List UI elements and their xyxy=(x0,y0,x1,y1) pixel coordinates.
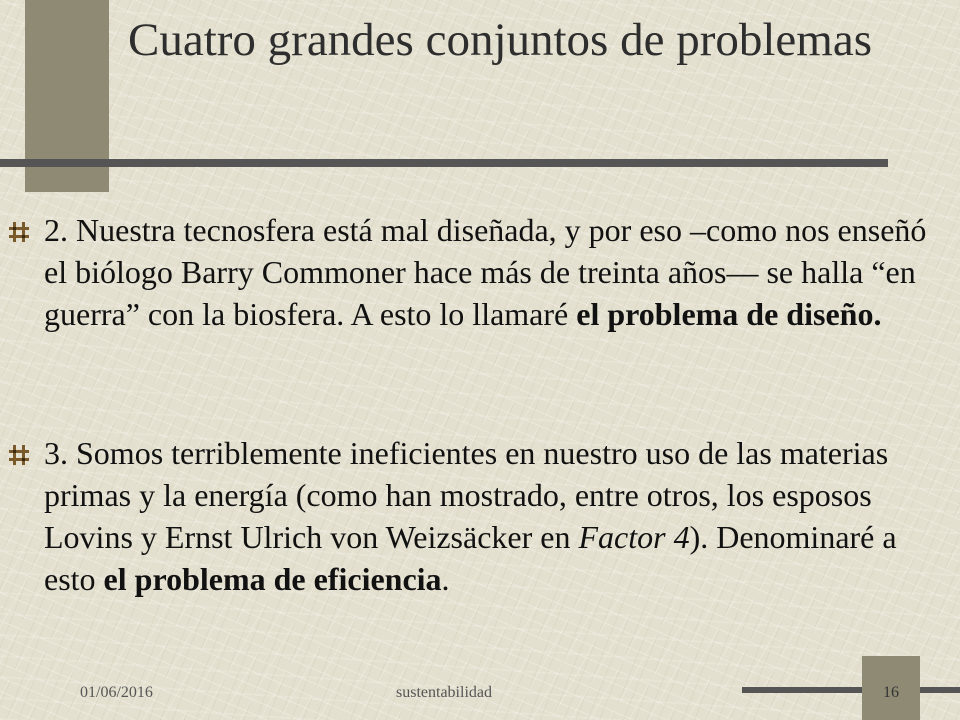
bullet-body-text: 2. Nuestra tecnosfera está mal diseñada, y por eso –como nos enseñó el biólogo Barry Commoner hace más de treinta años— se halla “en guerra” con la biosfera. A esto lo llamaré xyxy=(44,212,927,332)
bullet-text xyxy=(44,432,939,600)
bullet-body-text: ). Denominaré a esto xyxy=(44,519,897,597)
footer-divider xyxy=(742,687,960,693)
book-title: Factor 4 xyxy=(578,519,690,555)
bullet-body-text: 3. Somos terriblemente ineficientes en nuestro uso de las materias primas y la energía (como han mostrado, entre otros, los esposos Lovins y Ernst Ulrich von Weizsäcker en xyxy=(44,435,889,555)
bullet-bold-term: el problema de eficiencia xyxy=(103,561,442,597)
hash-bullet-icon xyxy=(8,221,30,243)
slide-title: Cuatro grandes conjuntos de problemas xyxy=(128,14,872,66)
footer-date: 01/06/2016 xyxy=(80,684,153,701)
title-divider xyxy=(0,159,888,167)
footer-title: sustentabilidad xyxy=(396,684,492,701)
bullet-bold-term: el problema de diseño. xyxy=(576,296,882,332)
hash-bullet-icon xyxy=(8,444,30,466)
bullet-text xyxy=(44,209,939,335)
slide-number: 16 xyxy=(883,684,899,701)
bullet-body-text: . xyxy=(441,561,450,597)
